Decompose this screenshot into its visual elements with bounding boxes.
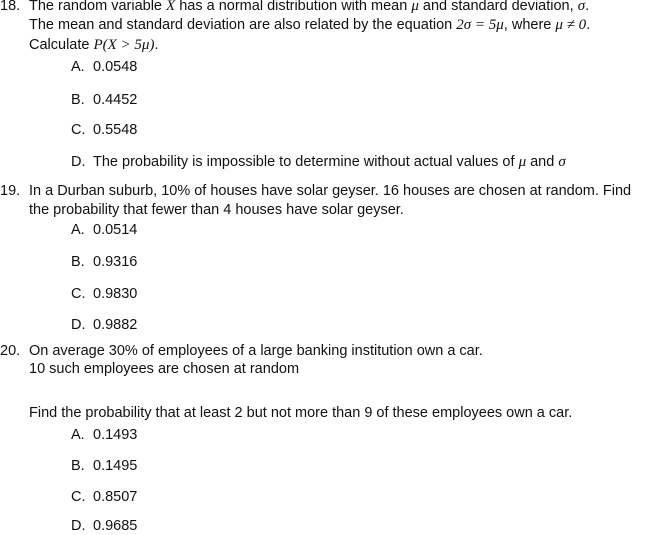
option-d[interactable]: D. 0.9882 [71, 317, 138, 333]
math-x: X [166, 0, 176, 14]
option-c[interactable]: C. 0.5548 [71, 122, 138, 138]
question-text-line: The mean and standard deviation are also related by the equation 2σ = 5μ, where μ ≠ 0. [29, 17, 591, 33]
option-c[interactable]: C. 0.8507 [71, 489, 138, 505]
question-text-line: 10 such employees are chosen at random [29, 361, 300, 377]
math-mu: μ [518, 154, 527, 170]
math-condition: μ ≠ 0 [555, 17, 587, 33]
math-probability: P(X > 5μ) [93, 37, 155, 53]
option-c[interactable]: C. 0.9830 [71, 286, 138, 302]
option-a[interactable]: A. 0.0514 [71, 222, 138, 238]
question-text-line: Find the probability that at least 2 but not more than 9 of these employees own a car. [29, 405, 573, 421]
question-text-line: The random variable X has a normal distribution with mean μ and standard deviation, σ. [29, 0, 590, 14]
question-text-line: Calculate P(X > 5μ). [29, 37, 159, 53]
option-a[interactable]: A. 0.1493 [71, 427, 138, 443]
option-d[interactable]: D. 0.9685 [71, 518, 138, 534]
option-b[interactable]: B. 0.9316 [71, 254, 138, 270]
question-number: 20. [0, 343, 21, 359]
question-text-line: In a Durban suburb, 10% of houses have solar geyser. 16 houses are chosen at random. Find [29, 183, 632, 199]
math-mu: μ [411, 0, 419, 14]
option-b[interactable]: B. 0.4452 [71, 92, 138, 108]
math-sigma: σ [558, 154, 566, 170]
question-number: 19. [0, 183, 21, 199]
math-equation: 2σ = 5μ [456, 17, 504, 33]
question-text-line: the probability that fewer than 4 houses have solar geyser. [29, 202, 404, 218]
option-b[interactable]: B. 0.1495 [71, 458, 138, 474]
math-sigma: σ [577, 0, 586, 14]
option-d[interactable]: D. The probability is impossible to determine without actual values of μ and σ [71, 154, 566, 170]
option-a[interactable]: A. 0.0548 [71, 59, 138, 75]
question-number: 18. [0, 0, 21, 14]
question-text-line: On average 30% of employees of a large banking institution own a car. [29, 343, 483, 359]
